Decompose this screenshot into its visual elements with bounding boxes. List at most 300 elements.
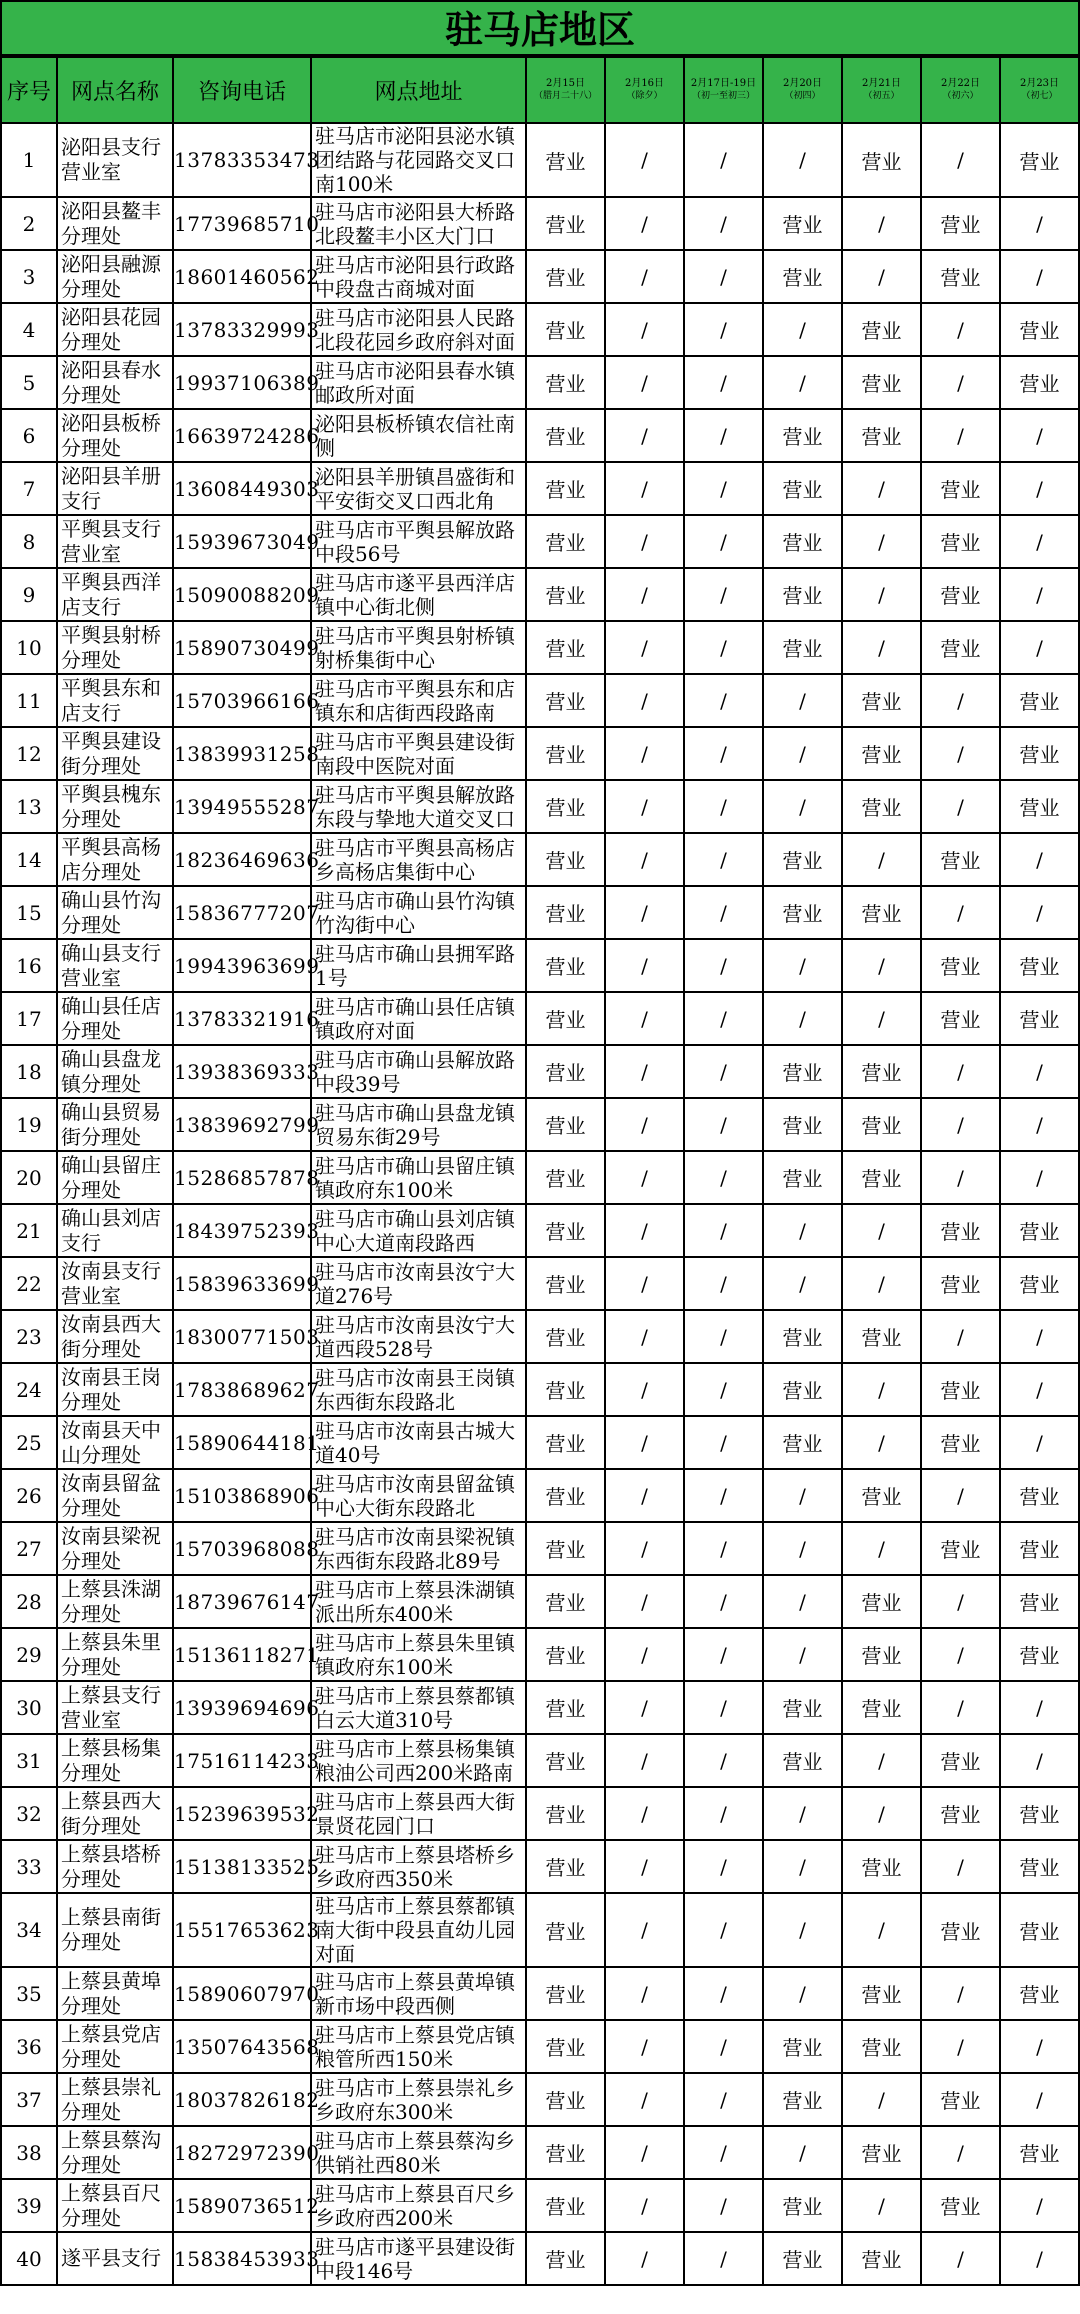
- status-cell: 营业: [526, 2020, 605, 2073]
- phone-number: 19943963699: [173, 939, 311, 992]
- status-cell: /: [842, 992, 921, 1045]
- status-cell: /: [605, 1469, 684, 1522]
- status-cell: /: [763, 992, 842, 1045]
- table-row: [1, 780, 1079, 833]
- status-cell: /: [684, 1522, 763, 1575]
- branch-address: 驻马店市上蔡县塔桥乡乡政府西350米: [311, 1840, 526, 1893]
- branch-address: 驻马店市平舆县东和店镇东和店街西段路南: [311, 674, 526, 727]
- status-cell: 营业: [526, 2126, 605, 2179]
- phone-number: 18037826182: [173, 2073, 311, 2126]
- phone-number: 19937106389: [173, 356, 311, 409]
- status-cell: /: [921, 1098, 1000, 1151]
- branch-name: 上蔡县杨集分理处: [57, 1734, 173, 1787]
- header-date: 2月17日-19日: [690, 78, 757, 89]
- status-cell: /: [684, 409, 763, 462]
- branch-name: 平舆县射桥分理处: [57, 621, 173, 674]
- status-cell: /: [763, 674, 842, 727]
- table-row: [1, 2020, 1079, 2073]
- row-number: 39: [1, 2179, 57, 2232]
- branch-address: 驻马店市上蔡县百尺乡乡政府西200米: [311, 2179, 526, 2232]
- status-cell: /: [605, 1967, 684, 2020]
- status-cell: 营业: [526, 1840, 605, 1893]
- table-row: [1, 303, 1079, 356]
- branch-name: 汝南县梁祝分理处: [57, 1522, 173, 1575]
- status-cell: 营业: [526, 1628, 605, 1681]
- phone-number: 17516114233: [173, 1734, 311, 1787]
- phone-number: 18739676147: [173, 1575, 311, 1628]
- status-cell: 营业: [921, 1416, 1000, 1469]
- status-cell: /: [684, 1045, 763, 1098]
- branch-address: 驻马店市平舆县建设街南段中医院对面: [311, 727, 526, 780]
- phone-number: 13839931258: [173, 727, 311, 780]
- status-cell: 营业: [526, 1469, 605, 1522]
- row-number: 40: [1, 2232, 57, 2285]
- status-cell: /: [763, 123, 842, 197]
- table-row: [1, 2232, 1079, 2285]
- status-cell: 营业: [921, 2179, 1000, 2232]
- status-cell: /: [605, 1575, 684, 1628]
- status-cell: /: [605, 674, 684, 727]
- status-cell: 营业: [1000, 1967, 1079, 2020]
- status-cell: 营业: [763, 197, 842, 250]
- branch-name: 上蔡县黄埠分理处: [57, 1967, 173, 2020]
- status-cell: 营业: [842, 886, 921, 939]
- branch-address: 驻马店市上蔡县黄埠镇新市场中段西侧: [311, 1967, 526, 2020]
- row-number: 9: [1, 568, 57, 621]
- status-cell: 营业: [921, 2073, 1000, 2126]
- branch-address: 驻马店市平舆县射桥镇射桥集街中心: [311, 621, 526, 674]
- status-cell: /: [684, 1151, 763, 1204]
- branch-address: 驻马店市泌阳县泌水镇团结路与花园路交叉口南100米: [311, 123, 526, 197]
- status-cell: /: [684, 1681, 763, 1734]
- status-cell: 营业: [526, 674, 605, 727]
- status-cell: 营业: [526, 886, 605, 939]
- branch-address: 驻马店市确山县解放路中段39号: [311, 1045, 526, 1098]
- row-number: 32: [1, 1787, 57, 1840]
- phone-number: 13938369333: [173, 1045, 311, 1098]
- status-cell: /: [763, 1840, 842, 1893]
- phone-number: 15703968088: [173, 1522, 311, 1575]
- status-cell: 营业: [526, 1098, 605, 1151]
- phone-number: 15517653623: [173, 1893, 311, 1967]
- status-cell: /: [921, 886, 1000, 939]
- status-cell: /: [684, 1098, 763, 1151]
- status-cell: /: [842, 197, 921, 250]
- branch-name: 上蔡县蔡沟分理处: [57, 2126, 173, 2179]
- status-cell: 营业: [842, 1098, 921, 1151]
- status-cell: 营业: [1000, 1204, 1079, 1257]
- status-cell: 营业: [1000, 356, 1079, 409]
- table-row: [1, 1363, 1079, 1416]
- branch-name: 泌阳县板桥分理处: [57, 409, 173, 462]
- status-cell: /: [1000, 1151, 1079, 1204]
- status-cell: 营业: [526, 939, 605, 992]
- row-number: 23: [1, 1310, 57, 1363]
- table-row: [1, 2073, 1079, 2126]
- status-cell: 营业: [842, 1469, 921, 1522]
- table-row: [1, 1681, 1079, 1734]
- status-cell: 营业: [526, 1522, 605, 1575]
- phone-number: 15890644181: [173, 1416, 311, 1469]
- status-cell: /: [842, 568, 921, 621]
- branch-address: 驻马店市汝南县留盆镇中心大街东段路北: [311, 1469, 526, 1522]
- status-cell: /: [1000, 250, 1079, 303]
- status-cell: 营业: [842, 123, 921, 197]
- status-cell: /: [605, 1522, 684, 1575]
- row-number: 27: [1, 1522, 57, 1575]
- branch-name: 遂平县支行: [57, 2232, 173, 2285]
- header-address: 网点地址: [311, 57, 526, 123]
- phone-number: 18601460562: [173, 250, 311, 303]
- table-header-row: [1, 57, 1079, 123]
- row-number: 13: [1, 780, 57, 833]
- table-row: [1, 1204, 1079, 1257]
- status-cell: /: [684, 123, 763, 197]
- header-date-1: [526, 57, 605, 123]
- branch-address: 驻马店市确山县留庄镇镇政府东100米: [311, 1151, 526, 1204]
- status-cell: /: [921, 1045, 1000, 1098]
- row-number: 17: [1, 992, 57, 1045]
- status-cell: 营业: [842, 2126, 921, 2179]
- status-cell: 营业: [763, 1151, 842, 1204]
- table-row: [1, 1787, 1079, 1840]
- row-number: 4: [1, 303, 57, 356]
- table-row: [1, 1310, 1079, 1363]
- status-cell: /: [921, 1469, 1000, 1522]
- branch-address: 驻马店市泌阳县人民路北段花园乡政府斜对面: [311, 303, 526, 356]
- status-cell: /: [1000, 886, 1079, 939]
- table-body: [1, 123, 1079, 2285]
- status-cell: 营业: [526, 1787, 605, 1840]
- status-cell: 营业: [921, 992, 1000, 1045]
- status-cell: /: [605, 2232, 684, 2285]
- branch-address: 驻马店市平舆县解放路中段56号: [311, 515, 526, 568]
- status-cell: 营业: [1000, 1840, 1079, 1893]
- branch-address: 驻马店市上蔡县蔡都镇白云大道310号: [311, 1681, 526, 1734]
- status-cell: /: [921, 1681, 1000, 1734]
- status-cell: 营业: [526, 515, 605, 568]
- status-cell: 营业: [1000, 1257, 1079, 1310]
- status-cell: /: [1000, 409, 1079, 462]
- table-row: [1, 250, 1079, 303]
- row-number: 35: [1, 1967, 57, 2020]
- row-number: 38: [1, 2126, 57, 2179]
- row-number: 24: [1, 1363, 57, 1416]
- status-cell: /: [921, 727, 1000, 780]
- status-cell: /: [684, 992, 763, 1045]
- branch-address: 驻马店市确山县刘店镇中心大道南段路西: [311, 1204, 526, 1257]
- table-row: [1, 123, 1079, 197]
- table-row: [1, 674, 1079, 727]
- header-date-sub: （初五）: [863, 91, 900, 101]
- status-cell: 营业: [921, 568, 1000, 621]
- status-cell: 营业: [921, 250, 1000, 303]
- status-cell: /: [605, 1098, 684, 1151]
- status-cell: /: [1000, 197, 1079, 250]
- status-cell: /: [842, 1416, 921, 1469]
- status-cell: /: [842, 1522, 921, 1575]
- status-cell: /: [763, 1787, 842, 1840]
- branch-name: 泌阳县花园分理处: [57, 303, 173, 356]
- phone-number: 13608449303: [173, 462, 311, 515]
- status-cell: /: [605, 621, 684, 674]
- row-number: 29: [1, 1628, 57, 1681]
- status-cell: 营业: [842, 1045, 921, 1098]
- phone-number: 15703966166: [173, 674, 311, 727]
- branch-name: 平舆县支行营业室: [57, 515, 173, 568]
- status-cell: /: [684, 462, 763, 515]
- status-cell: /: [605, 1416, 684, 1469]
- status-cell: 营业: [763, 886, 842, 939]
- header-date-2: [605, 57, 684, 123]
- status-cell: /: [763, 780, 842, 833]
- status-cell: /: [921, 123, 1000, 197]
- status-cell: 营业: [526, 568, 605, 621]
- header-date-6: [921, 57, 1000, 123]
- branch-address: 驻马店市上蔡县蔡都镇南大街中段县直幼儿园对面: [311, 1893, 526, 1967]
- branch-name: 上蔡县党店分理处: [57, 2020, 173, 2073]
- branch-address: 驻马店市上蔡县朱里镇镇政府东100米: [311, 1628, 526, 1681]
- row-number: 22: [1, 1257, 57, 1310]
- header-date-3: [684, 57, 763, 123]
- status-cell: 营业: [526, 833, 605, 886]
- status-cell: /: [684, 568, 763, 621]
- row-number: 8: [1, 515, 57, 568]
- status-cell: /: [605, 1310, 684, 1363]
- status-cell: 营业: [526, 1363, 605, 1416]
- status-cell: /: [842, 250, 921, 303]
- status-cell: /: [1000, 1681, 1079, 1734]
- phone-number: 17739685710: [173, 197, 311, 250]
- table-row: [1, 992, 1079, 1045]
- phone-number: 13783321916: [173, 992, 311, 1045]
- phone-number: 15138133525: [173, 1840, 311, 1893]
- status-cell: /: [763, 939, 842, 992]
- status-cell: /: [921, 2232, 1000, 2285]
- status-cell: /: [605, 303, 684, 356]
- branch-address: 驻马店市汝南县古城大道40号: [311, 1416, 526, 1469]
- table-row: [1, 356, 1079, 409]
- status-cell: 营业: [763, 568, 842, 621]
- status-cell: 营业: [526, 1681, 605, 1734]
- status-cell: /: [921, 2020, 1000, 2073]
- status-cell: /: [605, 515, 684, 568]
- status-cell: /: [763, 1257, 842, 1310]
- row-number: 26: [1, 1469, 57, 1522]
- status-cell: 营业: [526, 1310, 605, 1363]
- branch-name: 上蔡县朱里分理处: [57, 1628, 173, 1681]
- phone-number: 15839633699: [173, 1257, 311, 1310]
- status-cell: /: [763, 727, 842, 780]
- phone-number: 15103868906: [173, 1469, 311, 1522]
- branch-name: 平舆县西洋店支行: [57, 568, 173, 621]
- table-row: [1, 1045, 1079, 1098]
- branch-address: 泌阳县板桥镇农信社南侧: [311, 409, 526, 462]
- status-cell: /: [605, 409, 684, 462]
- branch-address: 驻马店市上蔡县西大街景贤花园门口: [311, 1787, 526, 1840]
- branch-schedule-table: [0, 56, 1080, 2286]
- status-cell: /: [842, 2179, 921, 2232]
- status-cell: /: [605, 568, 684, 621]
- status-cell: /: [605, 462, 684, 515]
- status-cell: /: [605, 1204, 684, 1257]
- status-cell: /: [684, 1575, 763, 1628]
- status-cell: 营业: [526, 1734, 605, 1787]
- status-cell: /: [763, 356, 842, 409]
- status-cell: 营业: [763, 515, 842, 568]
- status-cell: 营业: [842, 409, 921, 462]
- status-cell: 营业: [763, 2179, 842, 2232]
- table-row: [1, 515, 1079, 568]
- status-cell: /: [605, 1257, 684, 1310]
- status-cell: /: [842, 1787, 921, 1840]
- phone-number: 15838453933: [173, 2232, 311, 2285]
- status-cell: /: [1000, 462, 1079, 515]
- status-cell: /: [1000, 1363, 1079, 1416]
- table-row: [1, 1469, 1079, 1522]
- branch-address: 驻马店市泌阳县春水镇邮政所对面: [311, 356, 526, 409]
- status-cell: 营业: [1000, 1893, 1079, 1967]
- row-number: 12: [1, 727, 57, 780]
- status-cell: 营业: [763, 1098, 842, 1151]
- branch-address: 驻马店市确山县盘龙镇贸易东街29号: [311, 1098, 526, 1151]
- status-cell: /: [684, 1893, 763, 1967]
- status-cell: 营业: [526, 1893, 605, 1967]
- status-cell: /: [842, 833, 921, 886]
- status-cell: /: [921, 1575, 1000, 1628]
- status-cell: /: [842, 939, 921, 992]
- status-cell: 营业: [842, 1310, 921, 1363]
- page-title: 驻马店地区: [0, 0, 1080, 56]
- header-date-sub: （除夕）: [626, 91, 663, 101]
- branch-name: 上蔡县洙湖分理处: [57, 1575, 173, 1628]
- status-cell: 营业: [842, 1151, 921, 1204]
- status-cell: /: [684, 2232, 763, 2285]
- status-cell: /: [684, 1363, 763, 1416]
- status-cell: 营业: [526, 250, 605, 303]
- phone-number: 13783353473: [173, 123, 311, 197]
- status-cell: /: [684, 2020, 763, 2073]
- status-cell: /: [605, 356, 684, 409]
- status-cell: /: [605, 2179, 684, 2232]
- status-cell: /: [684, 356, 763, 409]
- status-cell: /: [605, 939, 684, 992]
- status-cell: 营业: [763, 833, 842, 886]
- status-cell: /: [684, 886, 763, 939]
- status-cell: /: [763, 1204, 842, 1257]
- status-cell: /: [842, 1257, 921, 1310]
- table-row: [1, 939, 1079, 992]
- phone-number: 18300771503: [173, 1310, 311, 1363]
- header-date: 2月21日: [861, 78, 902, 89]
- status-cell: /: [684, 727, 763, 780]
- table-row: [1, 727, 1079, 780]
- row-number: 7: [1, 462, 57, 515]
- header-seq: 序号: [1, 57, 57, 123]
- branch-address: 驻马店市平舆县高杨店乡高杨店集街中心: [311, 833, 526, 886]
- status-cell: /: [684, 1204, 763, 1257]
- status-cell: /: [605, 197, 684, 250]
- header-date-sub: （初一至初三）: [691, 91, 755, 101]
- status-cell: 营业: [526, 1204, 605, 1257]
- status-cell: 营业: [842, 1840, 921, 1893]
- phone-number: 15836777207: [173, 886, 311, 939]
- branch-name: 泌阳县羊册支行: [57, 462, 173, 515]
- row-number: 10: [1, 621, 57, 674]
- branch-name: 平舆县东和店支行: [57, 674, 173, 727]
- status-cell: /: [684, 1840, 763, 1893]
- branch-name: 平舆县槐东分理处: [57, 780, 173, 833]
- branch-name: 确山县贸易街分理处: [57, 1098, 173, 1151]
- status-cell: 营业: [842, 1575, 921, 1628]
- status-cell: /: [1000, 1098, 1079, 1151]
- branch-name: 汝南县天中山分理处: [57, 1416, 173, 1469]
- status-cell: 营业: [763, 621, 842, 674]
- branch-name: 汝南县西大街分理处: [57, 1310, 173, 1363]
- status-cell: /: [842, 1363, 921, 1416]
- phone-number: 15090088209: [173, 568, 311, 621]
- branch-name: 泌阳县支行营业室: [57, 123, 173, 197]
- table-row: [1, 1151, 1079, 1204]
- row-number: 25: [1, 1416, 57, 1469]
- status-cell: 营业: [1000, 123, 1079, 197]
- status-cell: /: [1000, 621, 1079, 674]
- phone-number: 18236469636: [173, 833, 311, 886]
- status-cell: /: [763, 1628, 842, 1681]
- branch-address: 驻马店市平舆县解放路东段与挚地大道交叉口: [311, 780, 526, 833]
- status-cell: /: [684, 1416, 763, 1469]
- status-cell: 营业: [526, 992, 605, 1045]
- status-cell: /: [921, 1310, 1000, 1363]
- status-cell: /: [921, 1628, 1000, 1681]
- status-cell: /: [842, 1893, 921, 1967]
- status-cell: 营业: [1000, 939, 1079, 992]
- row-number: 28: [1, 1575, 57, 1628]
- phone-number: 13839692799: [173, 1098, 311, 1151]
- status-cell: /: [684, 2179, 763, 2232]
- status-cell: 营业: [763, 1734, 842, 1787]
- status-cell: /: [1000, 1734, 1079, 1787]
- row-number: 14: [1, 833, 57, 886]
- table-row: [1, 886, 1079, 939]
- status-cell: 营业: [1000, 780, 1079, 833]
- status-cell: 营业: [842, 727, 921, 780]
- row-number: 2: [1, 197, 57, 250]
- status-cell: /: [921, 303, 1000, 356]
- phone-number: 16639724286: [173, 409, 311, 462]
- status-cell: 营业: [1000, 1469, 1079, 1522]
- header-date-5: [842, 57, 921, 123]
- status-cell: /: [921, 780, 1000, 833]
- status-cell: /: [763, 1893, 842, 1967]
- status-cell: 营业: [921, 197, 1000, 250]
- status-cell: 营业: [842, 2020, 921, 2073]
- header-date-4: [763, 57, 842, 123]
- phone-number: 13949555287: [173, 780, 311, 833]
- table-row: [1, 2179, 1079, 2232]
- branch-address: 驻马店市上蔡县崇礼乡乡政府东300米: [311, 2073, 526, 2126]
- branch-name: 平舆县建设街分理处: [57, 727, 173, 780]
- status-cell: /: [684, 780, 763, 833]
- status-cell: /: [684, 939, 763, 992]
- branch-name: 平舆县高杨店分理处: [57, 833, 173, 886]
- status-cell: 营业: [842, 303, 921, 356]
- branch-name: 确山县刘店支行: [57, 1204, 173, 1257]
- status-cell: 营业: [526, 1967, 605, 2020]
- phone-number: 13507643568: [173, 2020, 311, 2073]
- status-cell: /: [1000, 515, 1079, 568]
- status-cell: /: [684, 621, 763, 674]
